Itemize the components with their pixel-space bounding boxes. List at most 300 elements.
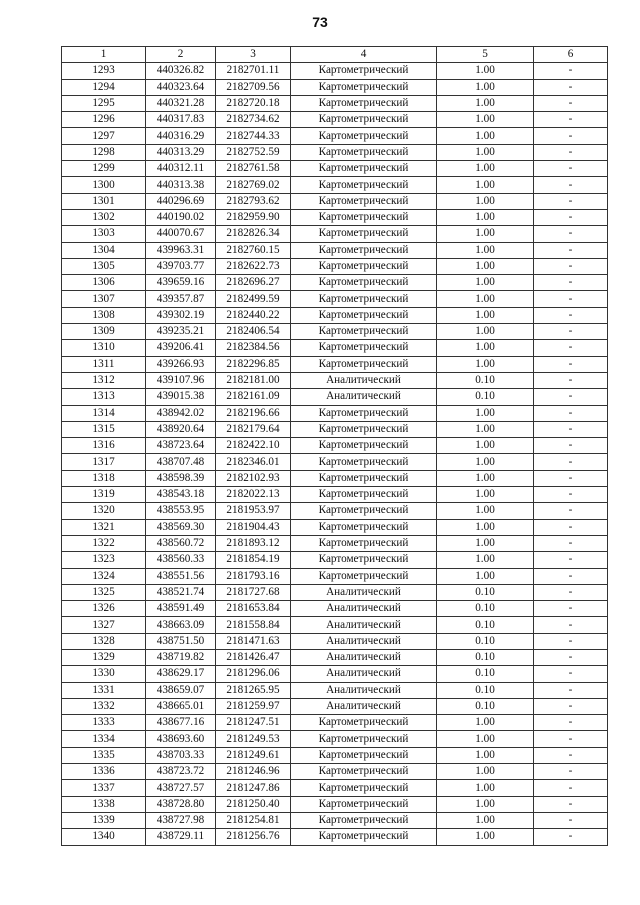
table-row: [62, 454, 608, 470]
note-cell: -: [534, 633, 608, 649]
method-cell: Картометрический: [291, 307, 437, 323]
point-number-cell: 1301: [62, 193, 146, 209]
y-coordinate-cell: 2182181.00: [216, 372, 291, 388]
accuracy-cell: 1.00: [437, 177, 534, 193]
accuracy-cell: 1.00: [437, 324, 534, 340]
table-row: [62, 698, 608, 714]
note-cell: -: [534, 747, 608, 763]
x-coordinate-cell: 440317.83: [146, 112, 216, 128]
note-cell: -: [534, 666, 608, 682]
accuracy-cell: 1.00: [437, 79, 534, 95]
y-coordinate-cell: 2181904.43: [216, 519, 291, 535]
table-row: [62, 438, 608, 454]
note-cell: -: [534, 177, 608, 193]
y-coordinate-cell: 2182701.11: [216, 63, 291, 79]
accuracy-cell: 1.00: [437, 780, 534, 796]
x-coordinate-cell: 439015.38: [146, 389, 216, 405]
accuracy-cell: 0.10: [437, 372, 534, 388]
y-coordinate-cell: 2182406.54: [216, 324, 291, 340]
method-cell: Картометрический: [291, 747, 437, 763]
note-cell: -: [534, 209, 608, 225]
table-row: [62, 128, 608, 144]
x-coordinate-cell: 439302.19: [146, 307, 216, 323]
x-coordinate-cell: 438663.09: [146, 617, 216, 633]
note-cell: -: [534, 470, 608, 486]
method-cell: Картометрический: [291, 796, 437, 812]
y-coordinate-cell: 2182622.73: [216, 258, 291, 274]
x-coordinate-cell: 440070.67: [146, 226, 216, 242]
note-cell: -: [534, 487, 608, 503]
table-row: [62, 226, 608, 242]
table-row: [62, 79, 608, 95]
method-cell: Картометрический: [291, 79, 437, 95]
table-row: [62, 633, 608, 649]
table-row: [62, 503, 608, 519]
point-number-cell: 1328: [62, 633, 146, 649]
note-cell: -: [534, 780, 608, 796]
point-number-cell: 1323: [62, 552, 146, 568]
table-row: [62, 112, 608, 128]
method-cell: Картометрический: [291, 291, 437, 307]
table-row: [62, 796, 608, 812]
method-cell: Картометрический: [291, 454, 437, 470]
accuracy-cell: 1.00: [437, 438, 534, 454]
method-cell: Картометрический: [291, 731, 437, 747]
table-row: [62, 95, 608, 111]
point-number-cell: 1320: [62, 503, 146, 519]
x-coordinate-cell: 440313.29: [146, 144, 216, 160]
method-cell: Картометрический: [291, 356, 437, 372]
table-row: [62, 275, 608, 291]
x-coordinate-cell: 438703.33: [146, 747, 216, 763]
note-cell: -: [534, 617, 608, 633]
y-coordinate-cell: 2181953.97: [216, 503, 291, 519]
method-cell: Аналитический: [291, 617, 437, 633]
y-coordinate-cell: 2182761.58: [216, 161, 291, 177]
point-number-cell: 1294: [62, 79, 146, 95]
method-cell: Картометрический: [291, 324, 437, 340]
note-cell: -: [534, 95, 608, 111]
x-coordinate-cell: 438727.57: [146, 780, 216, 796]
y-coordinate-cell: 2181558.84: [216, 617, 291, 633]
accuracy-cell: 1.00: [437, 112, 534, 128]
accuracy-cell: 0.10: [437, 666, 534, 682]
table-row: [62, 682, 608, 698]
method-cell: Картометрический: [291, 405, 437, 421]
y-coordinate-cell: 2182760.15: [216, 242, 291, 258]
point-number-cell: 1338: [62, 796, 146, 812]
y-coordinate-cell: 2181247.86: [216, 780, 291, 796]
note-cell: -: [534, 63, 608, 79]
x-coordinate-cell: 438723.72: [146, 764, 216, 780]
x-coordinate-cell: 438729.11: [146, 829, 216, 845]
method-cell: Картометрический: [291, 275, 437, 291]
y-coordinate-cell: 2181653.84: [216, 601, 291, 617]
note-cell: -: [534, 291, 608, 307]
point-number-cell: 1332: [62, 698, 146, 714]
y-coordinate-cell: 2181256.76: [216, 829, 291, 845]
x-coordinate-cell: 438659.07: [146, 682, 216, 698]
note-cell: -: [534, 144, 608, 160]
table-row: [62, 519, 608, 535]
note-cell: -: [534, 438, 608, 454]
x-coordinate-cell: 438569.30: [146, 519, 216, 535]
x-coordinate-cell: 438920.64: [146, 421, 216, 437]
point-number-cell: 1324: [62, 568, 146, 584]
note-cell: -: [534, 698, 608, 714]
coordinates-table: [61, 46, 608, 846]
x-coordinate-cell: 438942.02: [146, 405, 216, 421]
point-number-cell: 1307: [62, 291, 146, 307]
point-number-cell: 1331: [62, 682, 146, 698]
accuracy-cell: 1.00: [437, 258, 534, 274]
note-cell: -: [534, 584, 608, 600]
accuracy-cell: 1.00: [437, 209, 534, 225]
point-number-cell: 1335: [62, 747, 146, 763]
method-cell: Картометрический: [291, 144, 437, 160]
table-header-row: [62, 47, 608, 63]
method-cell: Картометрический: [291, 552, 437, 568]
accuracy-cell: 0.10: [437, 584, 534, 600]
method-cell: Аналитический: [291, 633, 437, 649]
method-cell: Картометрический: [291, 715, 437, 731]
point-number-cell: 1336: [62, 764, 146, 780]
method-cell: Картометрический: [291, 470, 437, 486]
accuracy-cell: 0.10: [437, 649, 534, 665]
accuracy-cell: 1.00: [437, 63, 534, 79]
table-row: [62, 63, 608, 79]
point-number-cell: 1308: [62, 307, 146, 323]
table-row: [62, 715, 608, 731]
table-row: [62, 731, 608, 747]
point-number-cell: 1311: [62, 356, 146, 372]
x-coordinate-cell: 438629.17: [146, 666, 216, 682]
table-row: [62, 617, 608, 633]
y-coordinate-cell: 2182440.22: [216, 307, 291, 323]
method-cell: Аналитический: [291, 389, 437, 405]
accuracy-cell: 1.00: [437, 829, 534, 845]
method-cell: Картометрический: [291, 438, 437, 454]
point-number-cell: 1304: [62, 242, 146, 258]
point-number-cell: 1305: [62, 258, 146, 274]
point-number-cell: 1299: [62, 161, 146, 177]
point-number-cell: 1315: [62, 421, 146, 437]
table-row: [62, 649, 608, 665]
y-coordinate-cell: 2182384.56: [216, 340, 291, 356]
x-coordinate-cell: 438560.33: [146, 552, 216, 568]
y-coordinate-cell: 2182296.85: [216, 356, 291, 372]
point-number-cell: 1319: [62, 487, 146, 503]
y-coordinate-cell: 2182499.59: [216, 291, 291, 307]
point-number-cell: 1327: [62, 617, 146, 633]
x-coordinate-cell: 440316.29: [146, 128, 216, 144]
accuracy-cell: 1.00: [437, 161, 534, 177]
x-coordinate-cell: 439659.16: [146, 275, 216, 291]
y-coordinate-cell: 2181854.19: [216, 552, 291, 568]
point-number-cell: 1317: [62, 454, 146, 470]
table-row: [62, 470, 608, 486]
note-cell: -: [534, 242, 608, 258]
method-cell: Картометрический: [291, 421, 437, 437]
y-coordinate-cell: 2181249.61: [216, 747, 291, 763]
note-cell: -: [534, 307, 608, 323]
x-coordinate-cell: 438728.80: [146, 796, 216, 812]
x-coordinate-cell: 438551.56: [146, 568, 216, 584]
table-row: [62, 161, 608, 177]
method-cell: Картометрический: [291, 193, 437, 209]
y-coordinate-cell: 2181893.12: [216, 535, 291, 551]
note-cell: -: [534, 258, 608, 274]
x-coordinate-cell: 440323.64: [146, 79, 216, 95]
column-header-6: 6: [534, 47, 608, 63]
method-cell: Аналитический: [291, 698, 437, 714]
note-cell: -: [534, 796, 608, 812]
x-coordinate-cell: 439235.21: [146, 324, 216, 340]
method-cell: Картометрический: [291, 63, 437, 79]
note-cell: -: [534, 372, 608, 388]
note-cell: -: [534, 731, 608, 747]
table-row: [62, 144, 608, 160]
note-cell: -: [534, 682, 608, 698]
method-cell: Аналитический: [291, 666, 437, 682]
accuracy-cell: 0.10: [437, 389, 534, 405]
y-coordinate-cell: 2182709.56: [216, 79, 291, 95]
y-coordinate-cell: 2181793.16: [216, 568, 291, 584]
note-cell: -: [534, 405, 608, 421]
table-row: [62, 666, 608, 682]
accuracy-cell: 0.10: [437, 601, 534, 617]
accuracy-cell: 1.00: [437, 747, 534, 763]
accuracy-cell: 1.00: [437, 535, 534, 551]
y-coordinate-cell: 2181254.81: [216, 812, 291, 828]
method-cell: Картометрический: [291, 340, 437, 356]
y-coordinate-cell: 2181247.51: [216, 715, 291, 731]
column-header-3: 3: [216, 47, 291, 63]
point-number-cell: 1330: [62, 666, 146, 682]
x-coordinate-cell: 438665.01: [146, 698, 216, 714]
x-coordinate-cell: 438727.98: [146, 812, 216, 828]
x-coordinate-cell: 440326.82: [146, 63, 216, 79]
x-coordinate-cell: 439703.77: [146, 258, 216, 274]
accuracy-cell: 1.00: [437, 503, 534, 519]
method-cell: Аналитический: [291, 372, 437, 388]
table-row: [62, 747, 608, 763]
note-cell: -: [534, 340, 608, 356]
note-cell: -: [534, 454, 608, 470]
method-cell: Картометрический: [291, 519, 437, 535]
point-number-cell: 1300: [62, 177, 146, 193]
y-coordinate-cell: 2182793.62: [216, 193, 291, 209]
point-number-cell: 1309: [62, 324, 146, 340]
x-coordinate-cell: 439107.96: [146, 372, 216, 388]
point-number-cell: 1314: [62, 405, 146, 421]
point-number-cell: 1326: [62, 601, 146, 617]
y-coordinate-cell: 2181250.40: [216, 796, 291, 812]
method-cell: Аналитический: [291, 649, 437, 665]
method-cell: Картометрический: [291, 503, 437, 519]
x-coordinate-cell: 439357.87: [146, 291, 216, 307]
column-header-5: 5: [437, 47, 534, 63]
accuracy-cell: 1.00: [437, 568, 534, 584]
accuracy-cell: 1.00: [437, 95, 534, 111]
table-row: [62, 356, 608, 372]
accuracy-cell: 1.00: [437, 340, 534, 356]
method-cell: Аналитический: [291, 584, 437, 600]
y-coordinate-cell: 2182959.90: [216, 209, 291, 225]
method-cell: Картометрический: [291, 829, 437, 845]
column-header-4: 4: [291, 47, 437, 63]
point-number-cell: 1318: [62, 470, 146, 486]
point-number-cell: 1321: [62, 519, 146, 535]
accuracy-cell: 1.00: [437, 812, 534, 828]
column-header-1: 1: [62, 47, 146, 63]
x-coordinate-cell: 438598.39: [146, 470, 216, 486]
x-coordinate-cell: 439266.93: [146, 356, 216, 372]
table-row: [62, 209, 608, 225]
point-number-cell: 1306: [62, 275, 146, 291]
accuracy-cell: 1.00: [437, 291, 534, 307]
y-coordinate-cell: 2182161.09: [216, 389, 291, 405]
accuracy-cell: 0.10: [437, 682, 534, 698]
y-coordinate-cell: 2181249.53: [216, 731, 291, 747]
note-cell: -: [534, 764, 608, 780]
table-row: [62, 764, 608, 780]
table-body: [62, 63, 608, 845]
accuracy-cell: 1.00: [437, 405, 534, 421]
accuracy-cell: 1.00: [437, 764, 534, 780]
point-number-cell: 1312: [62, 372, 146, 388]
table-row: [62, 242, 608, 258]
accuracy-cell: 1.00: [437, 193, 534, 209]
table-row: [62, 829, 608, 845]
x-coordinate-cell: 438719.82: [146, 649, 216, 665]
point-number-cell: 1340: [62, 829, 146, 845]
table-row: [62, 307, 608, 323]
point-number-cell: 1322: [62, 535, 146, 551]
y-coordinate-cell: 2182022.13: [216, 487, 291, 503]
x-coordinate-cell: 438543.18: [146, 487, 216, 503]
table-row: [62, 405, 608, 421]
point-number-cell: 1296: [62, 112, 146, 128]
y-coordinate-cell: 2182734.62: [216, 112, 291, 128]
point-number-cell: 1297: [62, 128, 146, 144]
x-coordinate-cell: 438751.50: [146, 633, 216, 649]
y-coordinate-cell: 2182744.33: [216, 128, 291, 144]
table-row: [62, 780, 608, 796]
point-number-cell: 1316: [62, 438, 146, 454]
x-coordinate-cell: 438591.49: [146, 601, 216, 617]
x-coordinate-cell: 438723.64: [146, 438, 216, 454]
note-cell: -: [534, 649, 608, 665]
x-coordinate-cell: 440296.69: [146, 193, 216, 209]
table-row: [62, 324, 608, 340]
note-cell: -: [534, 568, 608, 584]
table-row: [62, 258, 608, 274]
y-coordinate-cell: 2182696.27: [216, 275, 291, 291]
x-coordinate-cell: 439206.41: [146, 340, 216, 356]
x-coordinate-cell: 438521.74: [146, 584, 216, 600]
note-cell: -: [534, 535, 608, 551]
point-number-cell: 1303: [62, 226, 146, 242]
y-coordinate-cell: 2182196.66: [216, 405, 291, 421]
point-number-cell: 1295: [62, 95, 146, 111]
y-coordinate-cell: 2181259.97: [216, 698, 291, 714]
accuracy-cell: 1.00: [437, 144, 534, 160]
note-cell: -: [534, 389, 608, 405]
x-coordinate-cell: 438677.16: [146, 715, 216, 731]
method-cell: Аналитический: [291, 601, 437, 617]
y-coordinate-cell: 2181471.63: [216, 633, 291, 649]
table-row: [62, 487, 608, 503]
y-coordinate-cell: 2181727.68: [216, 584, 291, 600]
note-cell: -: [534, 112, 608, 128]
point-number-cell: 1310: [62, 340, 146, 356]
accuracy-cell: 1.00: [437, 552, 534, 568]
x-coordinate-cell: 440190.02: [146, 209, 216, 225]
method-cell: Картометрический: [291, 128, 437, 144]
method-cell: Картометрический: [291, 812, 437, 828]
table-row: [62, 372, 608, 388]
accuracy-cell: 1.00: [437, 275, 534, 291]
point-number-cell: 1313: [62, 389, 146, 405]
accuracy-cell: 0.10: [437, 633, 534, 649]
x-coordinate-cell: 440321.28: [146, 95, 216, 111]
x-coordinate-cell: 439963.31: [146, 242, 216, 258]
accuracy-cell: 1.00: [437, 470, 534, 486]
accuracy-cell: 1.00: [437, 307, 534, 323]
method-cell: Картометрический: [291, 535, 437, 551]
point-number-cell: 1302: [62, 209, 146, 225]
table-row: [62, 340, 608, 356]
y-coordinate-cell: 2182769.02: [216, 177, 291, 193]
x-coordinate-cell: 438560.72: [146, 535, 216, 551]
table-row: [62, 601, 608, 617]
method-cell: Картометрический: [291, 177, 437, 193]
y-coordinate-cell: 2181296.06: [216, 666, 291, 682]
accuracy-cell: 1.00: [437, 421, 534, 437]
x-coordinate-cell: 438707.48: [146, 454, 216, 470]
x-coordinate-cell: 438553.95: [146, 503, 216, 519]
table-row: [62, 552, 608, 568]
table-row: [62, 291, 608, 307]
note-cell: -: [534, 79, 608, 95]
accuracy-cell: 1.00: [437, 487, 534, 503]
method-cell: Картометрический: [291, 209, 437, 225]
accuracy-cell: 0.10: [437, 698, 534, 714]
y-coordinate-cell: 2182346.01: [216, 454, 291, 470]
note-cell: -: [534, 552, 608, 568]
method-cell: Картометрический: [291, 487, 437, 503]
note-cell: -: [534, 519, 608, 535]
accuracy-cell: 1.00: [437, 519, 534, 535]
note-cell: -: [534, 275, 608, 291]
table-row: [62, 584, 608, 600]
x-coordinate-cell: 438693.60: [146, 731, 216, 747]
accuracy-cell: 1.00: [437, 796, 534, 812]
y-coordinate-cell: 2182422.10: [216, 438, 291, 454]
method-cell: Картометрический: [291, 112, 437, 128]
accuracy-cell: 1.00: [437, 226, 534, 242]
accuracy-cell: 1.00: [437, 242, 534, 258]
accuracy-cell: 1.00: [437, 454, 534, 470]
note-cell: -: [534, 715, 608, 731]
y-coordinate-cell: 2182102.93: [216, 470, 291, 486]
point-number-cell: 1333: [62, 715, 146, 731]
table-row: [62, 177, 608, 193]
column-header-2: 2: [146, 47, 216, 63]
note-cell: -: [534, 356, 608, 372]
x-coordinate-cell: 440313.38: [146, 177, 216, 193]
